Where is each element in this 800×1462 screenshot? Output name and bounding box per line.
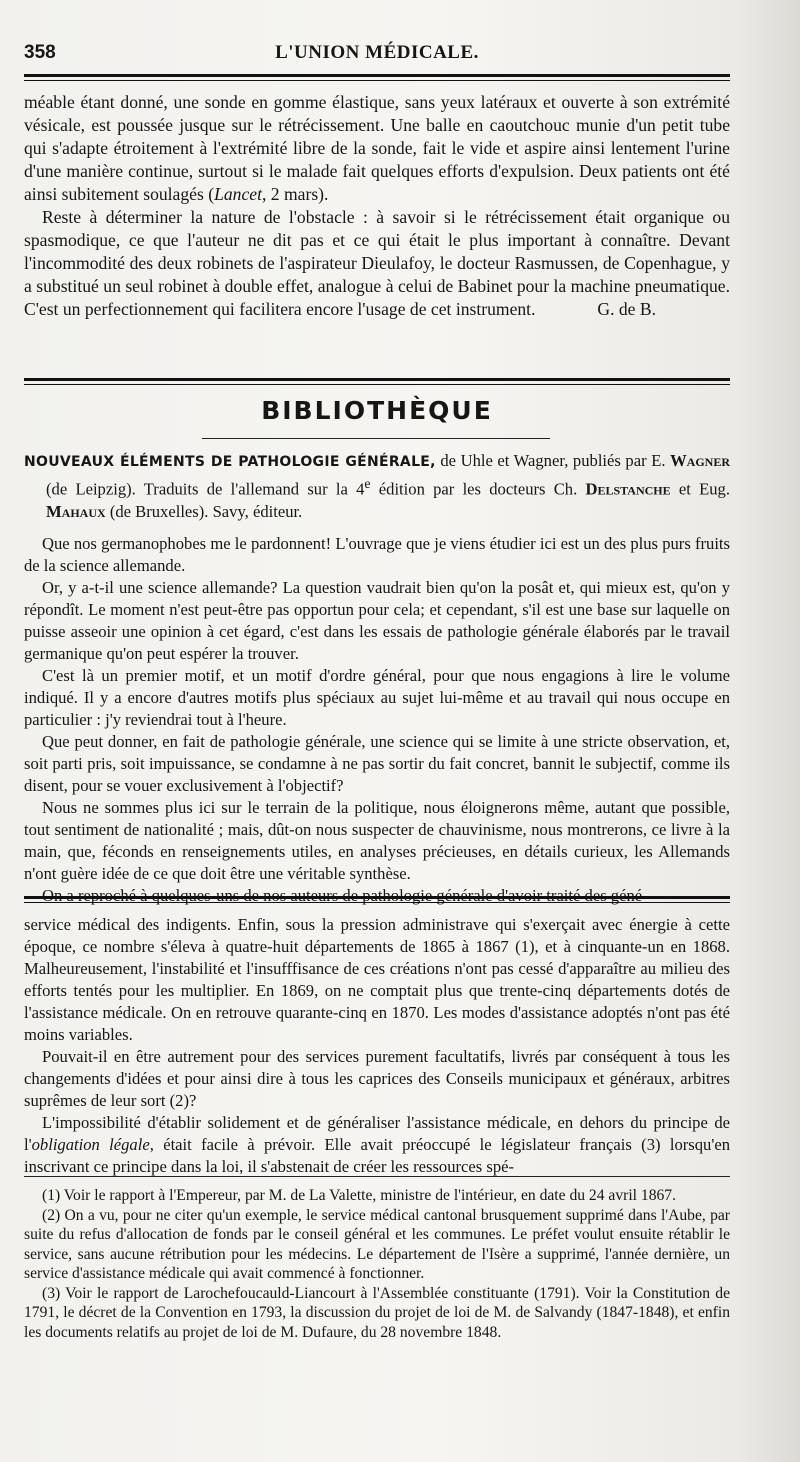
intro-paragraph-2 [24, 206, 730, 321]
intro-text-1-end: , 2 mars). [261, 184, 329, 204]
review-paragraph-3: C'est là un premier motif, et un motif d'ordre général, pour que nous engagions à lire le volume indiqué. Il y a encore d'autres motifs plus spéciaux au sujet lui-même et au travail qui nous occupe en particulier : j'y reviendrai tout à l'heure. [24, 665, 730, 729]
journal-reference: Lancet [214, 184, 262, 204]
title-underline [202, 438, 550, 439]
feuilleton-rule [24, 896, 730, 903]
footnote-rule [24, 1176, 730, 1177]
running-title: L'UNION MÉDICALE. [275, 42, 479, 63]
footnote-3: (3) Voir le rapport de Larochefoucauld-Liancourt à l'Assemblée constituante (1791). Voir la Constitution de 1791, le décret de la Convention en 1793, la discussion du projet de loi de M. de Salvandy (1847-1848), et enfin les documents relatifs au projet de loi de M. Dufaure, du 28 novembre 1848. [24, 1284, 730, 1341]
book-citation [24, 450, 730, 523]
review-paragraph-1: Que nos germanophobes me le pardonnent! L'ouvrage que je viens étudier ici est un des plus purs fruits de la science allemande. [24, 533, 730, 575]
citation-part-a: de Uhle et Wagner, publiés par E. [435, 451, 671, 470]
citation-translator-1: Delstanche [585, 479, 671, 499]
intro-article [24, 91, 730, 321]
intro-text-2: Reste à déterminer la nature de l'obstacle : à savoir si le rétrécissement était organique ou spasmodique, ce que l'auteur ne dit pas et ce qui était le plus important à connaître. Devant l'incommodité des deux robinets de l'aspirateur Dieulafoy, le docteur Rasmussen, de Copenhague, y a substitué un seul robinet à double effet, analogue à celui de Babinet pour la machine pneumatique. C'est un perfectionnement qui facilitera encore l'usage de cet instrument. [24, 207, 730, 319]
review-paragraph-2: Or, y a-t-il une science allemande? La question vaudrait bien qu'on la posât et, qui mieux est, qu'on y répondît. Le moment n'est peut-être pas opportun pour cela; et cependant, s'il est une base sur laquelle on puisse asseoir une opinion à cet égard, c'est dans les essais de pathologie générale élaborés par le travail germanique qu'on peut espérer la trouver. [24, 577, 730, 663]
footnote-1: (1) Voir le rapport à l'Empereur, par M. de La Valette, ministre de l'intérieur, en date du 24 avril 1867. [42, 1187, 676, 1204]
book-title: NOUVEAUX ÉLÉMENTS DE PATHOLOGIE GÉNÉRALE, [24, 454, 436, 470]
intro-paragraph-1 [24, 91, 730, 206]
spacer [24, 523, 730, 533]
citation-part-b: (de Leipzig). Traduits de l'allemand sur la 4 [46, 479, 365, 499]
review-paragraph-6: On a reproché à quelques-uns de nos auteurs de pathologie générale d'avoir traité des géné- [42, 885, 648, 905]
review-paragraph-4: Que peut donner, en fait de pathologie générale, une science qui se limite à une stricte observation, et, soit parti pris, soit impuissance, se condamne à ne pas sortir du fait concret, bannit le subjectif, comme ils disent, pour se vouer exclusivement à l'objectif? [24, 731, 730, 795]
review-paragraph-5: Nous ne sommes plus ici sur le terrain de la politique, nous éloignerons même, autant que possible, tout sentiment de nationalité ; mais, dût-on nous suspecter de chauvinisme, nous montrerons, ce livre à la main, que, féconds en renseignements utiles, en analyses précieuses, en détails curieux, les Allemands n'ont guère idée de ce que doit être une véritable synthèse. [24, 797, 730, 883]
intro-text-1: méable étant donné, une sonde en gomme élastique, sans yeux latéraux et ouverte à son extrémité vésicale, est poussée jusque sur le rétrécissement. Une balle en caoutchouc munie d'un petit tube qui s'adapte étroitement à l'extrémité libre de la sonde, fait le vide et aspire ainsi lentement l'urine d'une manière continue, surtout si le malade fait quelques efforts d'expulsion. Deux patients ont été ainsi subitement soulagés ( [24, 92, 730, 204]
footnote-2: (2) On a vu, pour ne citer qu'un exemple, le service médical cantonal brusquement supprimé dans l'Aube, par suite du refus d'allocation de fonds par le conseil général et les communes. Le préfet voulut ensuite rétablir le service, sans aucune rétribution pour les médecins. Le département de l'Isère a supprimé, l'année dernière, un service d'assistance médicale qui avait commencé à fonctionner. [24, 1206, 730, 1282]
citation-sup: e [364, 476, 371, 491]
feuilleton-paragraph-2: Pouvait-il en être autrement pour des services purement facultatifs, livrés par conséquent à tous les changements d'idées et pour ainsi dire à tous les caprices des Conseils municipaux et généraux, arbitres suprêmes de leur sort (2)? [24, 1047, 730, 1110]
section-title: BIBLIOTHÈQUE [261, 396, 493, 425]
feuilleton-paragraph-1: service médical des indigents. Enfin, sous la pression administrave qui s'exerçait avec énergie à cette époque, ce nombre s'éleva à quatre-huit départements de 1865 à 1867 (1), et à cinquante-un en 1868. Malheureusement, l'instabilité et l'insufffisance de ces créations n'ont pas cessé d'apparaître au milieu des efforts tentés pour les multiplier. En 1869, on ne comptait plus que trente-cinq départements dotés de l'assistance médicale. On en retrouve quarante-cinq en 1870. Les modes d'assistance adoptés n'ont pas été moins variables. [24, 915, 730, 1044]
citation-part-c: édition par les docteurs Ch. [370, 479, 586, 499]
para3-italic: obligation légale [31, 1135, 150, 1154]
feuilleton-paragraph-3 [24, 1112, 730, 1178]
footnotes [24, 1186, 730, 1342]
citation-part-e: (de Bruxelles). Savy, éditeur. [105, 501, 303, 521]
signature: G. de B. [597, 299, 656, 319]
para3-text-a: L'impossibilité d'établir solidement et de généraliser l'assistance médicale, en dehors du principe de l' [24, 1113, 730, 1154]
page-header [24, 38, 730, 66]
citation-author: Wagner [670, 451, 730, 470]
feuilleton-article [24, 914, 730, 1178]
para3-text-b: , était facile à prévoir. Elle avait préoccupé le législateur français (3) lorsqu'en inscrivant ce principe dans la loi, il s'abstenait de créer les ressources spé- [24, 1135, 731, 1176]
citation-translator-2: Mahaux [46, 501, 106, 521]
header-rule [24, 74, 730, 81]
section-rule [24, 378, 730, 385]
page-number: 358 [24, 42, 56, 63]
book-review [24, 450, 730, 907]
citation-part-d: et Eug. [670, 479, 731, 499]
